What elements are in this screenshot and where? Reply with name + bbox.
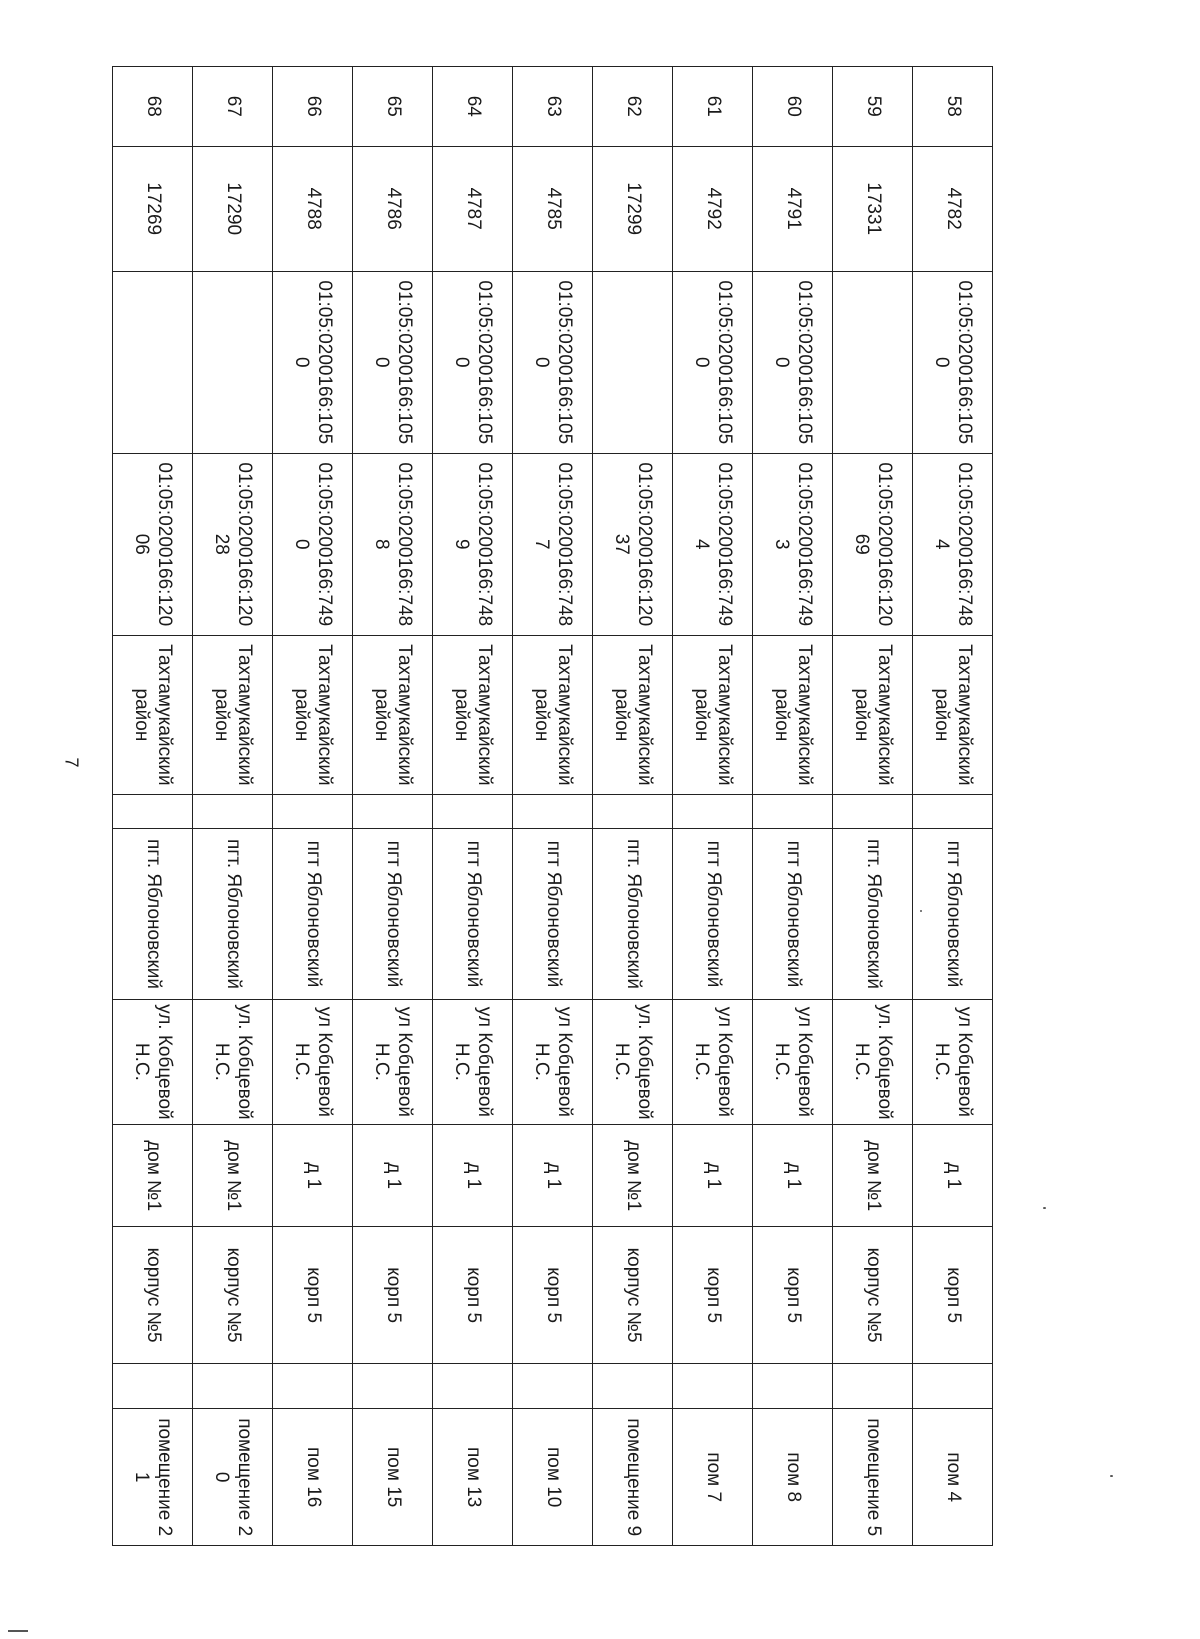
cell-blank-b	[193, 1363, 273, 1409]
cell-blank-b	[433, 1363, 513, 1409]
cell-blank-a	[833, 795, 913, 829]
cell-settlement: пгт Яблоновский	[913, 829, 993, 1000]
cell-cadastral: 01:05:0200166:12037	[593, 453, 673, 635]
cell-street: ул. Кобцевой Н.С.	[833, 999, 913, 1124]
cell-building: корп 5	[513, 1227, 593, 1364]
cell-blank-a	[913, 795, 993, 829]
cell-street: ул Кобцевой Н.С.	[753, 999, 833, 1124]
cell-district: Тахтамукайский район	[913, 635, 993, 794]
cell-cadastral: 01:05:0200166:7487	[513, 453, 593, 635]
cell-cadastral: 01:05:0200166:12028	[193, 453, 273, 635]
cell-reg-number: 4786	[353, 146, 433, 271]
cell-cadastral: 01:05:0200166:7493	[753, 453, 833, 635]
cell-blank-b	[593, 1363, 673, 1409]
cell-cadastral: 01:05:0200166:7489	[433, 453, 513, 635]
cell-district: Тахтамукайский район	[673, 635, 753, 794]
cell-parent-cadastral	[833, 271, 913, 453]
cell-parent-cadastral	[593, 271, 673, 453]
cell-number: 64	[433, 67, 513, 147]
cell-reg-number: 4788	[273, 146, 353, 271]
cell-cadastral: 01:05:0200166:12006	[113, 453, 193, 635]
cell-number: 61	[673, 67, 753, 147]
cell-parent-cadastral	[113, 271, 193, 453]
cell-reg-number: 4782	[913, 146, 993, 271]
cell-street: ул Кобцевой Н.С.	[673, 999, 753, 1124]
scan-speck	[1110, 1475, 1113, 1477]
cell-building: корпус №5	[593, 1227, 673, 1364]
cell-house: д 1	[353, 1124, 433, 1226]
cell-house: д 1	[673, 1124, 753, 1226]
table-row	[913, 67, 993, 1546]
cell-settlement: пгт. Яблоновский	[833, 829, 913, 1000]
cell-district: Тахтамукайский район	[353, 635, 433, 794]
cell-district: Тахтамукайский район	[193, 635, 273, 794]
scan-speck	[920, 910, 922, 912]
scan-speck	[1043, 1207, 1046, 1209]
cell-district: Тахтамукайский район	[513, 635, 593, 794]
cell-blank-b	[113, 1363, 193, 1409]
table-row	[513, 67, 593, 1546]
cell-blank-b	[673, 1363, 753, 1409]
cell-cadastral: 01:05:0200166:7490	[273, 453, 353, 635]
cell-parent-cadastral: 01:05:0200166:1050	[353, 271, 433, 453]
cell-reg-number: 4792	[673, 146, 753, 271]
cell-settlement: пгт Яблоновский	[673, 829, 753, 1000]
cell-premises: пом 7	[673, 1409, 753, 1546]
cell-settlement: пгт Яблоновский	[353, 829, 433, 1000]
cell-blank-b	[913, 1363, 993, 1409]
cell-blank-b	[513, 1363, 593, 1409]
registry-table	[112, 66, 993, 1546]
cell-parent-cadastral: 01:05:0200166:1050	[913, 271, 993, 453]
cell-blank-b	[753, 1363, 833, 1409]
cell-house: д 1	[513, 1124, 593, 1226]
cell-house: д 1	[913, 1124, 993, 1226]
cell-district: Тахтамукайский район	[833, 635, 913, 794]
cell-blank-a	[433, 795, 513, 829]
cell-district: Тахтамукайский район	[433, 635, 513, 794]
cell-premises: пом 13	[433, 1409, 513, 1546]
cell-district: Тахтамукайский район	[593, 635, 673, 794]
cell-premises: пом 16	[273, 1409, 353, 1546]
cell-district: Тахтамукайский район	[113, 635, 193, 794]
cell-premises: помещение 21	[113, 1409, 193, 1546]
cell-blank-a	[673, 795, 753, 829]
table-row	[833, 67, 913, 1546]
cell-settlement: пгт. Яблоновский	[593, 829, 673, 1000]
cell-settlement: пгт. Яблоновский	[193, 829, 273, 1000]
table-row	[353, 67, 433, 1546]
cell-house: дом №1	[593, 1124, 673, 1226]
cell-number: 68	[113, 67, 193, 147]
cell-settlement: пгт Яблоновский	[433, 829, 513, 1000]
cell-cadastral: 01:05:0200166:7494	[673, 453, 753, 635]
cell-settlement: пгт Яблоновский	[513, 829, 593, 1000]
cell-blank-a	[113, 795, 193, 829]
cell-premises: пом 8	[753, 1409, 833, 1546]
rotated-table-container	[113, 66, 993, 1546]
cell-street: ул Кобцевой Н.С.	[913, 999, 993, 1124]
cell-parent-cadastral: 01:05:0200166:1050	[673, 271, 753, 453]
cell-premises: пом 10	[513, 1409, 593, 1546]
cell-settlement: пгт Яблоновский	[273, 829, 353, 1000]
cell-building: корпус №5	[113, 1227, 193, 1364]
cell-building: корпус №5	[193, 1227, 273, 1364]
cell-street: ул Кобцевой Н.С.	[353, 999, 433, 1124]
table-row	[273, 67, 353, 1546]
cell-parent-cadastral: 01:05:0200166:1050	[513, 271, 593, 453]
cell-premises: пом 4	[913, 1409, 993, 1546]
cell-blank-a	[513, 795, 593, 829]
table-row	[673, 67, 753, 1546]
cell-building: корп 5	[913, 1227, 993, 1364]
cell-house: дом №1	[193, 1124, 273, 1226]
cell-blank-b	[273, 1363, 353, 1409]
cell-number: 65	[353, 67, 433, 147]
cell-street: ул. Кобцевой Н.С.	[593, 999, 673, 1124]
cell-street: ул Кобцевой Н.С.	[433, 999, 513, 1124]
cell-premises: пом 15	[353, 1409, 433, 1546]
cell-number: 58	[913, 67, 993, 147]
cell-cadastral: 01:05:0200166:7488	[353, 453, 433, 635]
cell-building: корп 5	[753, 1227, 833, 1364]
cell-blank-b	[353, 1363, 433, 1409]
cell-cadastral: 01:05:0200166:12069	[833, 453, 913, 635]
cell-reg-number: 17290	[193, 146, 273, 271]
table-row	[433, 67, 513, 1546]
cell-parent-cadastral: 01:05:0200166:1050	[433, 271, 513, 453]
cell-reg-number: 17331	[833, 146, 913, 271]
cell-number: 67	[193, 67, 273, 147]
cell-number: 63	[513, 67, 593, 147]
cell-reg-number: 4791	[753, 146, 833, 271]
cell-reg-number: 4787	[433, 146, 513, 271]
cell-premises: помещение 20	[193, 1409, 273, 1546]
cell-blank-a	[353, 795, 433, 829]
cell-premises: помещение 5	[833, 1409, 913, 1546]
cell-blank-a	[593, 795, 673, 829]
cell-street: ул. Кобцевой Н.С.	[113, 999, 193, 1124]
cell-building: корпус №5	[833, 1227, 913, 1364]
cell-building: корп 5	[273, 1227, 353, 1364]
cell-parent-cadastral	[193, 271, 273, 453]
cell-settlement: пгт. Яблоновский	[113, 829, 193, 1000]
cell-house: дом №1	[113, 1124, 193, 1226]
cell-blank-a	[753, 795, 833, 829]
cell-street: ул. Кобцевой Н.С.	[193, 999, 273, 1124]
cell-building: корп 5	[433, 1227, 513, 1364]
cell-house: д 1	[753, 1124, 833, 1226]
cell-blank-a	[273, 795, 353, 829]
cell-cadastral: 01:05:0200166:7484	[913, 453, 993, 635]
cell-district: Тахтамукайский район	[753, 635, 833, 794]
cell-parent-cadastral: 01:05:0200166:1050	[273, 271, 353, 453]
cell-number: 62	[593, 67, 673, 147]
cell-house: дом №1	[833, 1124, 913, 1226]
cell-blank-a	[193, 795, 273, 829]
cell-reg-number: 4785	[513, 146, 593, 271]
cell-reg-number: 17269	[113, 146, 193, 271]
table-body	[113, 67, 993, 1546]
cell-settlement: пгт Яблоновский	[753, 829, 833, 1000]
table-row	[593, 67, 673, 1546]
cell-parent-cadastral: 01:05:0200166:1050	[753, 271, 833, 453]
table-row	[753, 67, 833, 1546]
scan-speck	[8, 1630, 28, 1632]
cell-building: корп 5	[353, 1227, 433, 1364]
cell-district: Тахтамукайский район	[273, 635, 353, 794]
cell-reg-number: 17299	[593, 146, 673, 271]
cell-street: ул Кобцевой Н.С.	[273, 999, 353, 1124]
cell-premises: помещение 9	[593, 1409, 673, 1546]
cell-number: 66	[273, 67, 353, 147]
cell-street: ул Кобцевой Н.С.	[513, 999, 593, 1124]
cell-blank-b	[833, 1363, 913, 1409]
table-row	[193, 67, 273, 1546]
cell-number: 59	[833, 67, 913, 147]
cell-house: д 1	[273, 1124, 353, 1226]
cell-building: корп 5	[673, 1227, 753, 1364]
page-number: 7	[61, 757, 82, 768]
table-row	[113, 67, 193, 1546]
cell-house: д 1	[433, 1124, 513, 1226]
cell-number: 60	[753, 67, 833, 147]
